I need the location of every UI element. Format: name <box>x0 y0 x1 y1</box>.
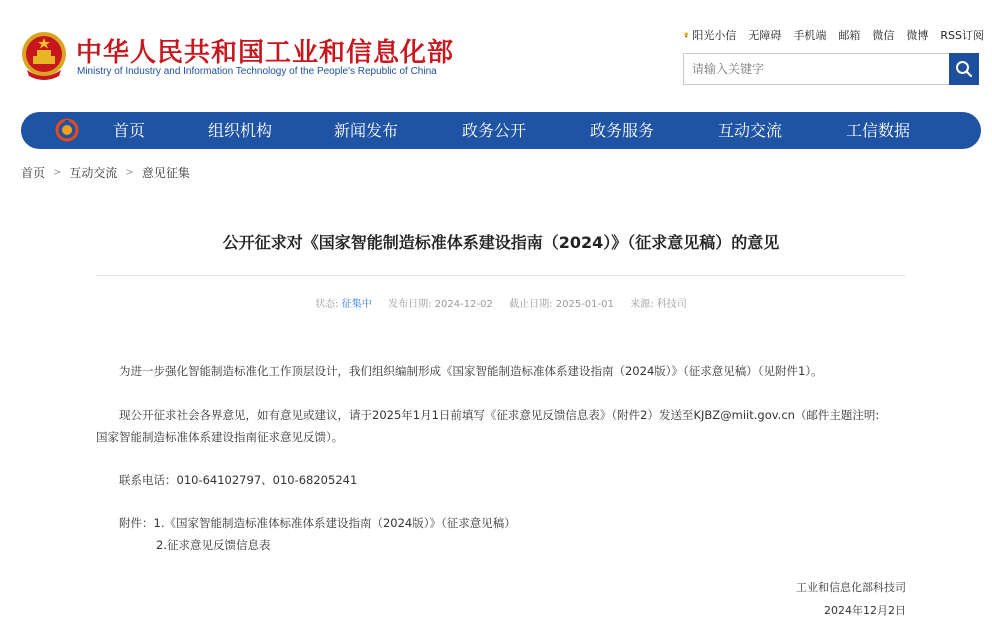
top-link-mobile[interactable]: 手机端 <box>793 29 827 42</box>
nav-item-organization[interactable]: 组织机构 <box>208 121 273 140</box>
top-link-mail[interactable]: 邮箱 <box>838 29 861 42</box>
article-title: 公开征求对《国家智能制造标准体系建设指南（2024）》（征求意见稿）的意见 <box>222 233 780 252</box>
sign-date: 2024年12月2日 <box>824 604 906 617</box>
deadline-value: 2025-01-01 <box>555 299 614 310</box>
nav-item-data[interactable]: 工信数据 <box>846 121 911 140</box>
breadcrumb-separator: > <box>125 167 134 178</box>
breadcrumb-separator: > <box>53 167 62 178</box>
breadcrumb <box>21 164 190 181</box>
top-link-weibo[interactable]: 微博 <box>906 29 929 42</box>
nav-item-news[interactable]: 新闻发布 <box>334 121 399 140</box>
site-subtitle: Ministry of Industry and Information Technology of the People's Republic of China <box>77 66 437 77</box>
main-nav <box>21 112 981 149</box>
source-label: 来源: <box>630 299 654 310</box>
deadline-label: 截止日期: <box>509 299 553 310</box>
bulb-icon <box>684 28 688 42</box>
source-value: 科技司 <box>656 299 687 310</box>
signer: 工业和信息化部科技司 <box>796 581 906 594</box>
nav-item-interaction[interactable]: 互动交流 <box>718 121 783 140</box>
top-link-sunshine[interactable]: 阳光小信 <box>692 29 737 42</box>
attachment-1[interactable]: 附件：1.《国家智能制造标准体标准体系建设指南（2024版）》（征求意见稿） <box>119 516 516 530</box>
title-divider <box>96 275 906 276</box>
breadcrumb-home[interactable]: 首页 <box>21 166 46 180</box>
top-link-rss[interactable]: RSS订阅 <box>940 29 984 42</box>
article-meta <box>96 295 906 310</box>
nav-item-home[interactable]: 首页 <box>113 121 146 140</box>
contact-phone: 联系电话：010-64102797、010-68205241 <box>119 473 358 487</box>
search-input[interactable] <box>684 54 948 84</box>
search-box <box>683 53 979 85</box>
miit-logo-icon <box>55 118 79 142</box>
status-label: 状态: <box>315 299 339 310</box>
attachment-2[interactable]: 2.征求意见反馈信息表 <box>156 538 271 552</box>
top-links <box>684 27 984 43</box>
paragraph-request: 现公开征求社会各界意见，如有意见或建议，请于2025年1月1日前填写《征求意见反馈信息表》（附件2）发送至KJBZ@miit.gov.cn（邮件主题注明: <box>119 408 880 422</box>
national-emblem-icon <box>19 30 69 82</box>
nav-item-gov-affairs[interactable]: 政务公开 <box>462 121 527 140</box>
paragraph-request-cont: 国家智能制造标准体系建设指南征求意见反馈）。 <box>96 430 344 444</box>
search-button[interactable] <box>949 53 979 85</box>
publish-date-label: 发布日期: <box>388 299 432 310</box>
publish-date-value: 2024-12-02 <box>434 299 493 310</box>
site-title[interactable]: 中华人民共和国工业和信息化部 <box>76 38 455 68</box>
top-link-accessibility[interactable]: 无障碍 <box>748 29 782 42</box>
paragraph-intro: 为进一步强化智能制造标准化工作顶层设计，我们组织编制形成《国家智能制造标准体系建设指南（2024版）》（征求意见稿）（见附件1）。 <box>119 364 823 378</box>
status-value: 征集中 <box>341 299 372 310</box>
breadcrumb-consultation[interactable]: 意见征集 <box>141 166 190 180</box>
top-link-wechat[interactable]: 微信 <box>872 29 895 42</box>
breadcrumb-interaction[interactable]: 互动交流 <box>69 166 118 180</box>
nav-item-gov-services[interactable]: 政务服务 <box>590 121 655 140</box>
search-icon <box>955 60 973 78</box>
